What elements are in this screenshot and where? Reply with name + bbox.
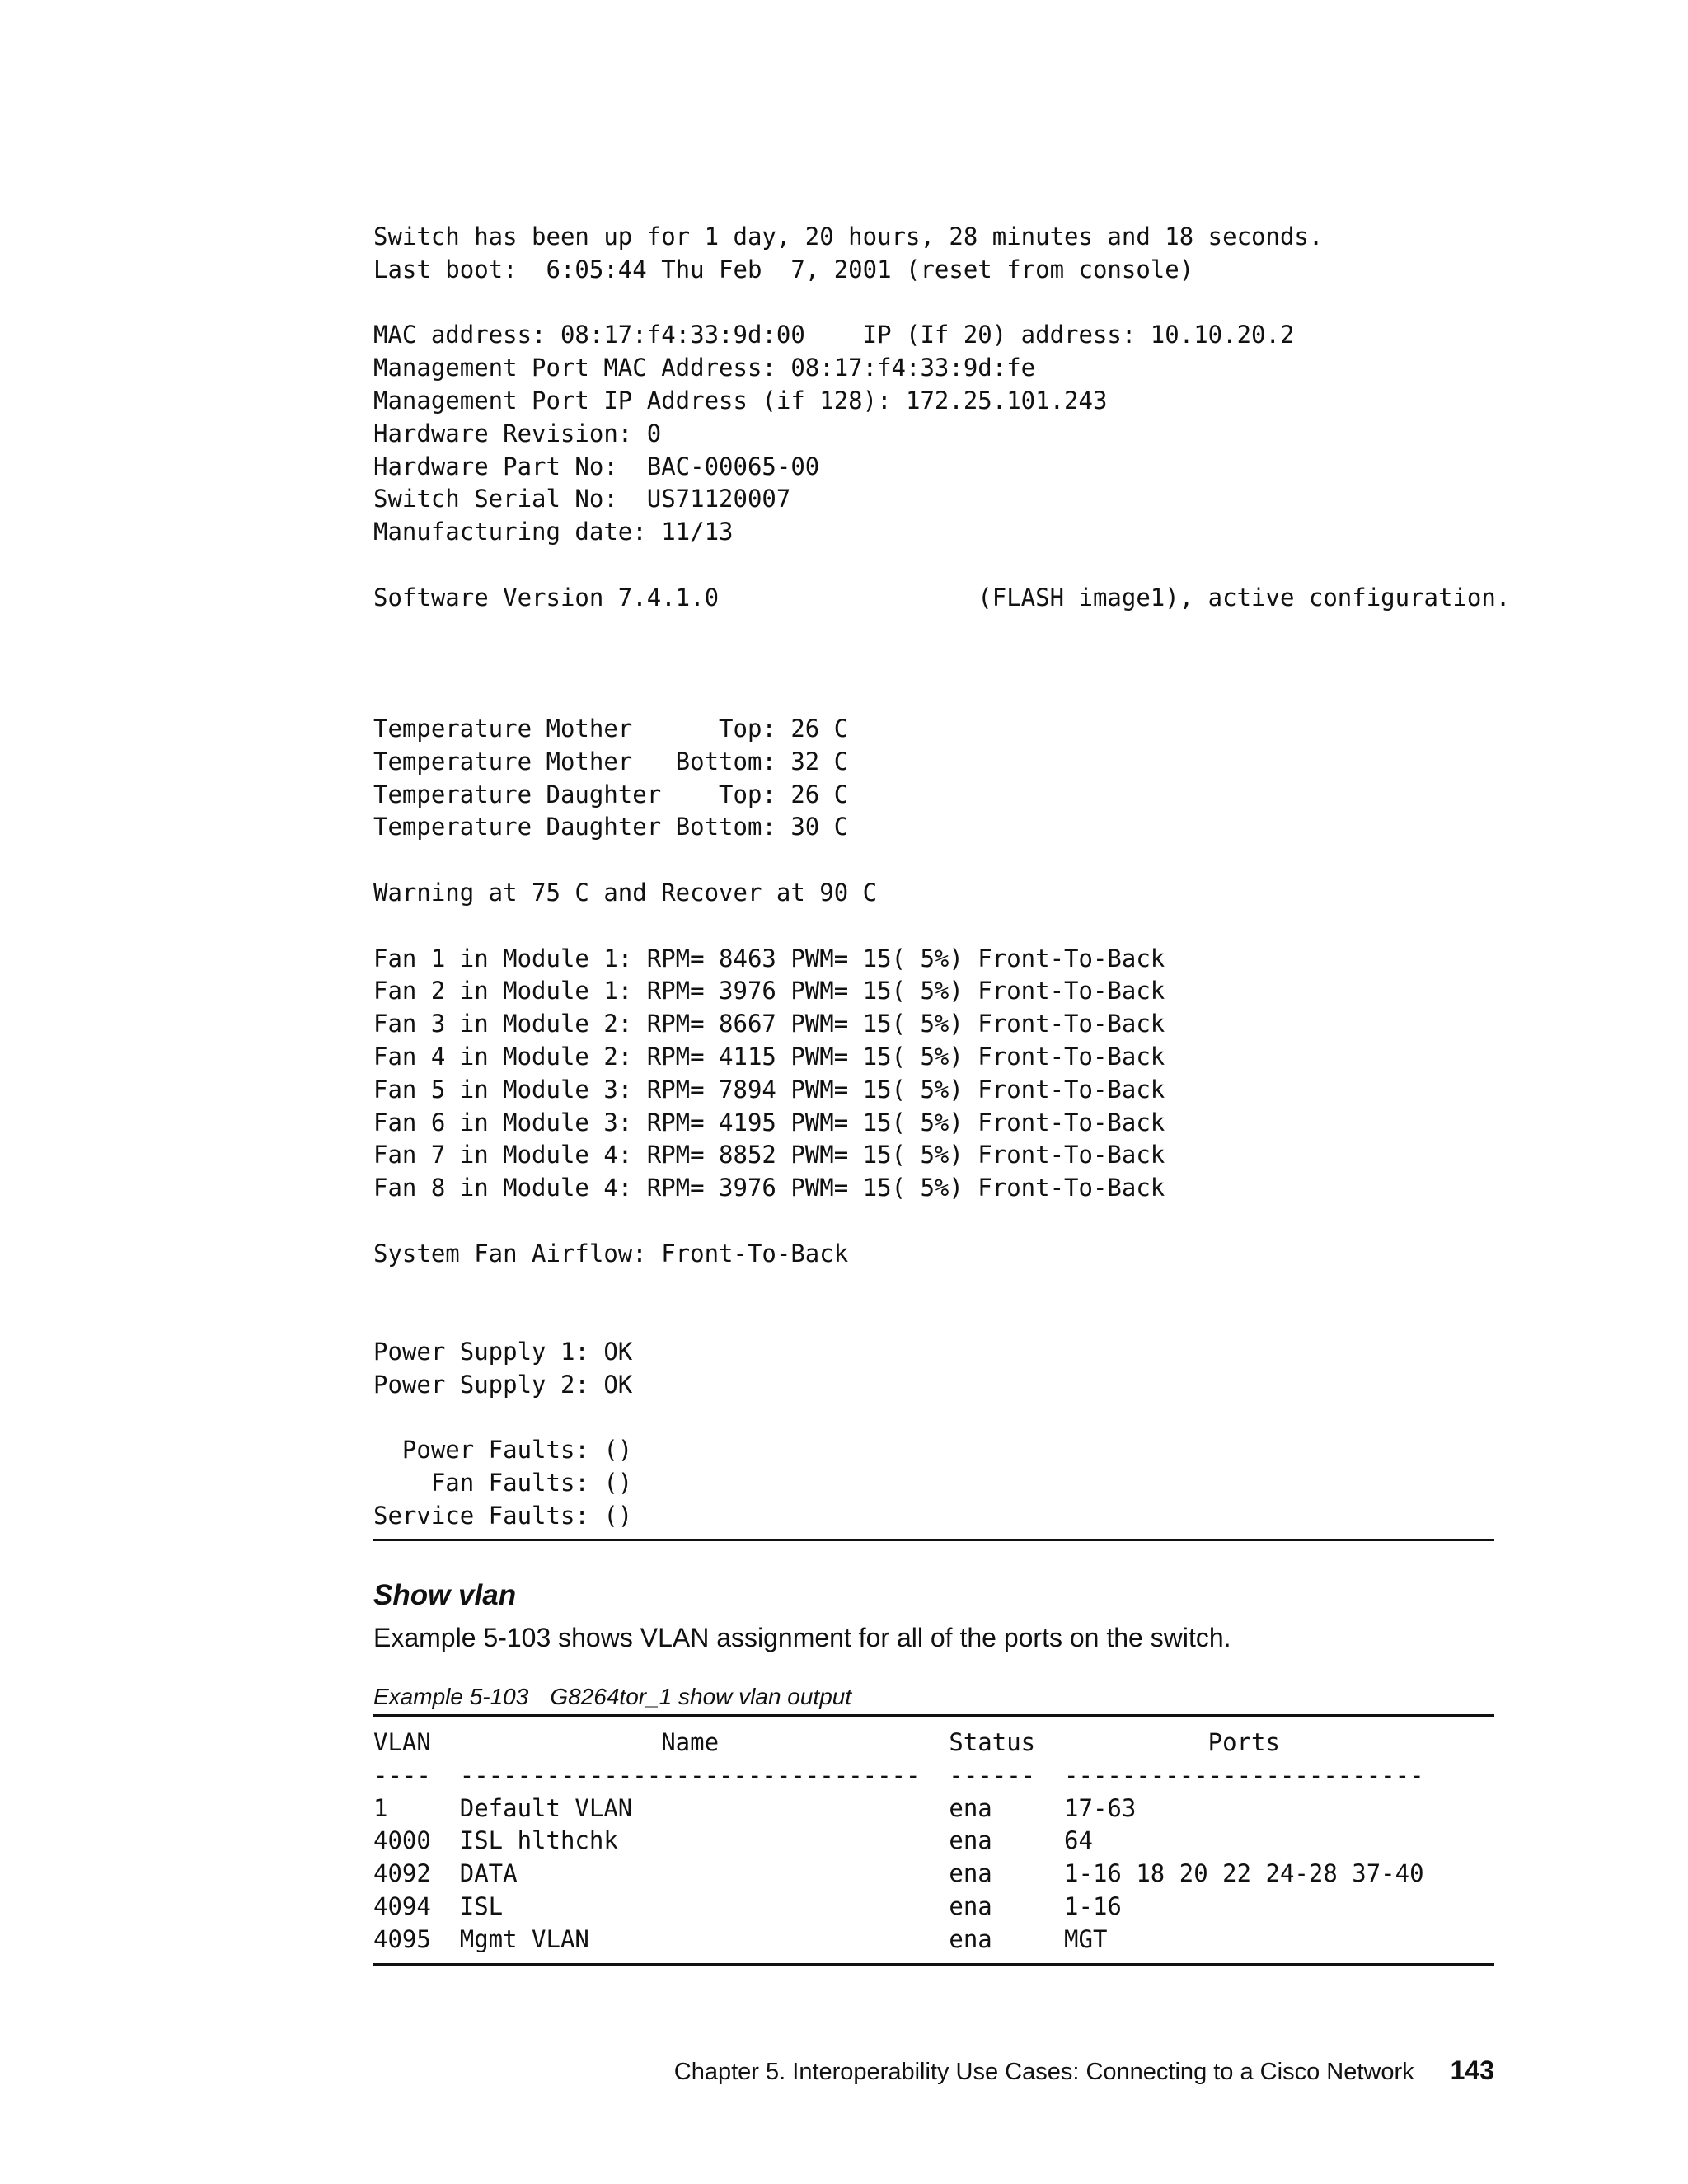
output-line <box>373 1303 1494 1336</box>
output-line <box>373 647 1494 680</box>
output-line: Software Version 7.4.1.0 (FLASH image1), active configuration. <box>373 583 1511 612</box>
vlan-output-line: 4092 DATA ena 1-16 18 20 22 24-28 37-40 <box>373 1859 1424 1888</box>
section-heading: Show vlan <box>373 1579 517 1611</box>
output-line: Power Supply 2: OK <box>373 1370 633 1399</box>
output-line: Fan 2 in Module 1: RPM= 3976 PWM= 15( 5%) Front-To-Back <box>373 977 1165 1005</box>
output-line: Fan 8 in Module 4: RPM= 3976 PWM= 15( 5%) Front-To-Back <box>373 1174 1165 1202</box>
output-line: Manufacturing date: 11/13 <box>373 518 734 546</box>
output-line: Temperature Daughter Bottom: 30 C <box>373 813 849 841</box>
output-line: Hardware Revision: 0 <box>373 419 662 448</box>
output-line: Management Port MAC Address: 08:17:f4:33:9d:fe <box>373 354 1036 382</box>
output-line: Fan 3 in Module 2: RPM= 8667 PWM= 15( 5%) Front-To-Back <box>373 1010 1165 1038</box>
example-bottom-rule <box>373 1963 1494 1966</box>
output-line <box>373 910 1494 943</box>
output-line: Warning at 75 C and Recover at 90 C <box>373 878 878 907</box>
vlan-output <box>373 1727 1494 1957</box>
output-line: Fan 1 in Module 1: RPM= 8463 PWM= 15( 5%) Front-To-Back <box>373 944 1165 972</box>
output-line <box>373 287 1494 320</box>
output-line: Hardware Part No: BAC-00065-00 <box>373 452 820 480</box>
footer-chapter-title: Chapter 5. Interoperability Use Cases: Connecting to a Cisco Network <box>673 2059 1414 2085</box>
output-line: Last boot: 6:05:44 Thu Feb 7, 2001 (reset from console) <box>373 255 1194 284</box>
output-line: Fan 4 in Module 2: RPM= 4115 PWM= 15( 5%) Front-To-Back <box>373 1042 1165 1071</box>
vlan-output-line: 1 Default VLAN ena 17-63 <box>373 1793 1137 1822</box>
example-caption <box>373 1681 851 1713</box>
output-line: Fan Faults: () <box>373 1469 633 1497</box>
output-line: Service Faults: () <box>373 1502 633 1530</box>
example-caption-label: Example 5-103 <box>373 1684 529 1709</box>
output-line: System Fan Airflow: Front-To-Back <box>373 1239 849 1268</box>
page-footer <box>674 2054 1494 2088</box>
example-top-rule <box>373 1714 1494 1717</box>
output-line <box>373 1205 1494 1238</box>
code-block-end-rule <box>373 1539 1494 1541</box>
output-line: Fan 7 in Module 4: RPM= 8852 PWM= 15( 5%) Front-To-Back <box>373 1141 1165 1169</box>
section-body-text: Example 5-103 shows VLAN assignment for all of the ports on the switch. <box>373 1623 1231 1652</box>
output-line: Switch Serial No: US71120007 <box>373 485 791 513</box>
output-line: MAC address: 08:17:f4:33:9d:00 IP (If 20) address: 10.10.20.2 <box>373 321 1295 349</box>
output-line: Temperature Mother Top: 26 C <box>373 714 849 743</box>
example-caption-title: G8264tor_1 show vlan output <box>550 1684 852 1709</box>
output-line <box>373 680 1494 713</box>
output-line: Fan 5 in Module 3: RPM= 7894 PWM= 15( 5%) Front-To-Back <box>373 1075 1165 1104</box>
output-line: Fan 6 in Module 3: RPM= 4195 PWM= 15( 5%) Front-To-Back <box>373 1108 1165 1137</box>
vlan-output-line: 4000 ISL hlthchk ena 64 <box>373 1826 1093 1855</box>
output-line: Management Port IP Address (if 128): 172.25.101.243 <box>373 386 1108 415</box>
output-line: Switch has been up for 1 day, 20 hours, 28 minutes and 18 seconds. <box>373 223 1324 251</box>
vlan-output-line: ---- -------------------------------- ------ ------------------------- <box>373 1760 1424 1789</box>
output-line: Power Supply 1: OK <box>373 1338 633 1366</box>
vlan-output-line: 4095 Mgmt VLAN ena MGT <box>373 1924 1108 1953</box>
output-line: Power Faults: () <box>373 1436 633 1465</box>
output-line: Temperature Daughter Top: 26 C <box>373 780 849 808</box>
vlan-output-line: 4094 ISL ena 1-16 <box>373 1891 1122 1920</box>
output-line: Temperature Mother Bottom: 32 C <box>373 747 849 776</box>
output-line <box>373 844 1494 877</box>
vlan-output-line: VLAN Name Status Ports <box>373 1728 1280 1756</box>
output-line <box>373 549 1494 582</box>
output-line <box>373 1402 1494 1435</box>
output-line <box>373 615 1494 648</box>
switch-status-output <box>373 221 1511 1533</box>
page-number: 143 <box>1450 2055 1494 2085</box>
output-line <box>373 1271 1494 1304</box>
